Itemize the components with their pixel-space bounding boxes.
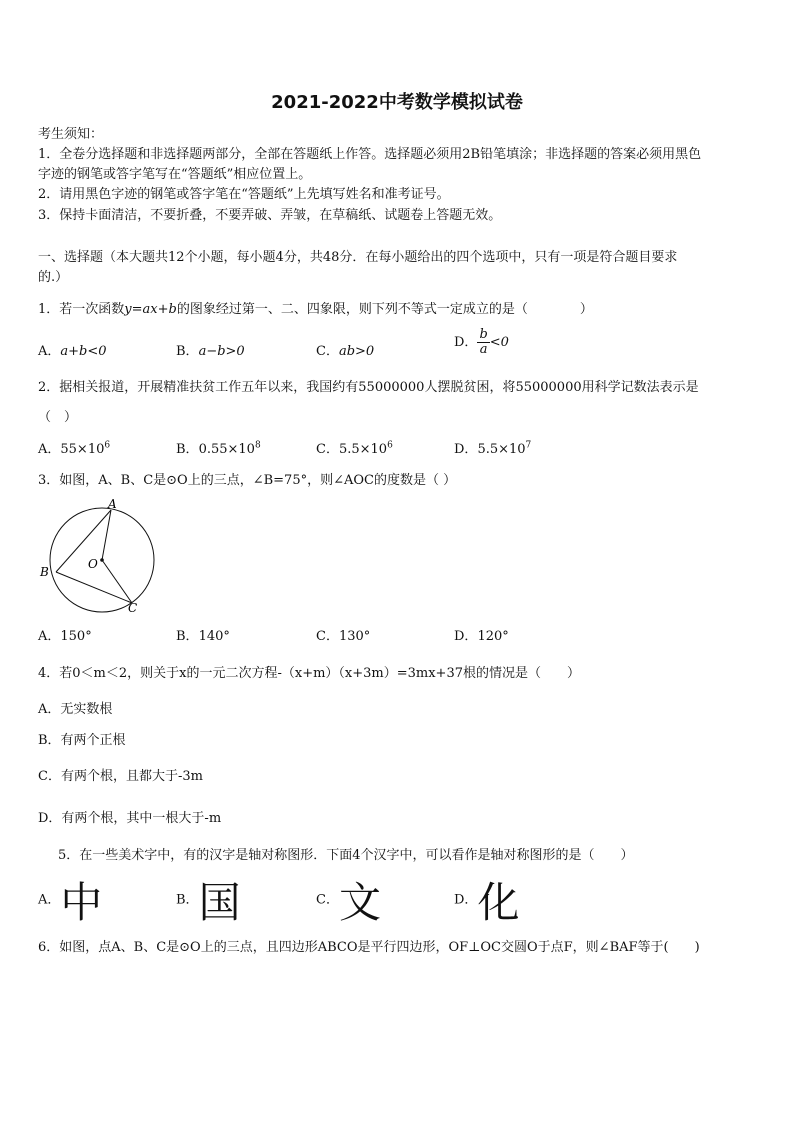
option-letter: D．	[454, 629, 478, 644]
option-base: 0.55×10	[198, 442, 255, 457]
fraction-denominator: a	[479, 342, 488, 357]
option-letter: A．	[38, 442, 61, 457]
segment-ba	[56, 510, 111, 572]
section-heading: 一、选择题（本大题共12个小题，每小题4分，共48分．在每小题给出的四个选项中，只有一项是符合题目要求	[38, 250, 678, 265]
question-4: 4．若0＜m＜2，则关于x的一元二次方程-（x+m）（x+3m）=3mx+37根的情况是（ ）	[38, 666, 580, 681]
option-expr: <0	[489, 335, 509, 350]
center-dot	[100, 558, 104, 562]
option-character: 文	[338, 878, 381, 927]
option-expr: a+b<0	[60, 344, 107, 359]
question-1	[38, 298, 593, 317]
q5-option-d[interactable]	[454, 870, 519, 930]
option-letter: B．	[176, 892, 199, 908]
q2-option-c[interactable]	[316, 438, 393, 457]
q1-option-b[interactable]	[176, 340, 245, 359]
circle-figure	[36, 494, 160, 618]
notice-line: 2．请用黑色字迹的钢笔或答字笔在“答题纸”上先填写姓名和准考证号。	[38, 187, 450, 202]
notice-line: 字迹的钢笔或答字笔写在“答题纸”相应位置上。	[38, 167, 312, 182]
q4-option-a[interactable]: A．无实数根	[38, 702, 113, 717]
option-text: 140°	[198, 629, 230, 644]
q2-option-a[interactable]	[38, 438, 110, 457]
q1-option-d[interactable]	[454, 328, 509, 357]
q4-option-c[interactable]: C．有两个根，且都大于-3m	[38, 769, 203, 784]
section-heading-cont: 的.）	[38, 270, 69, 285]
q4-option-b[interactable]: B．有两个正根	[38, 733, 126, 748]
question-6: 6．如图，点A、B、C是⊙O上的三点，且四边形ABCO是平行四边形，OF⊥OC交圆O于点F，则∠BAF等于( )	[38, 940, 700, 955]
option-text: 150°	[60, 629, 92, 644]
option-base: 55×10	[60, 442, 105, 457]
option-exponent: 6	[104, 440, 111, 451]
option-letter: C．	[316, 629, 339, 644]
q2-option-d[interactable]	[454, 438, 531, 457]
option-letter: D．	[454, 442, 478, 457]
notice-heading: 考生须知：	[38, 127, 104, 142]
segment-oa	[102, 510, 111, 560]
notice-line: 3．保持卡面清洁，不要折叠，不要弄破、弄皱，在草稿纸、试题卷上答题无效。	[38, 208, 502, 223]
option-letter: A．	[38, 892, 61, 908]
label-c: C	[128, 601, 138, 615]
option-expr: ab>0	[338, 344, 375, 359]
question-1-function: y=ax+b	[124, 302, 177, 317]
option-exponent: 7	[525, 440, 532, 451]
option-letter: A．	[38, 344, 61, 359]
option-expr: a−b>0	[198, 344, 245, 359]
option-letter: D．	[454, 335, 478, 350]
option-exponent: 6	[387, 440, 393, 451]
option-letter: B．	[176, 442, 199, 457]
q2-option-b[interactable]	[176, 438, 261, 457]
page-title: 2021-2022中考数学模拟试卷	[271, 92, 523, 113]
option-base: 5.5×10	[477, 442, 526, 457]
question-5: 5．在一些美术字中，有的汉字是轴对称图形．下面4个汉字中，可以看作是轴对称图形的是（ ）	[58, 848, 634, 863]
option-base: 5.5×10	[338, 442, 388, 457]
option-letter: D．	[454, 892, 478, 908]
option-text: 130°	[338, 629, 371, 644]
question-3: 3．如图，A、B、C是⊙O上的三点，∠B=75°，则∠AOC的度数是（ ）	[38, 473, 457, 488]
option-character: 化	[477, 878, 520, 927]
option-letter: B．	[176, 629, 199, 644]
option-letter: A．	[38, 629, 61, 644]
q3-option-b[interactable]	[176, 625, 230, 644]
q3-option-c[interactable]	[316, 625, 370, 644]
option-letter: C．	[316, 892, 339, 908]
option-letter: B．	[176, 344, 199, 359]
option-text: 120°	[477, 629, 509, 644]
option-exponent: 8	[254, 440, 261, 451]
fraction-numerator: b	[479, 327, 488, 342]
q3-option-a[interactable]	[38, 625, 92, 644]
q5-option-a[interactable]	[38, 870, 102, 930]
q5-option-c[interactable]	[316, 870, 381, 930]
fraction	[477, 328, 489, 357]
option-character: 中	[60, 878, 103, 927]
option-letter: C．	[316, 442, 339, 457]
q3-option-d[interactable]	[454, 625, 509, 644]
option-letter: C．	[316, 344, 339, 359]
question-1-suffix: 的图象经过第一、二、四象限，则下列不等式一定成立的是（ ）	[176, 302, 593, 317]
question-2-cont: （ ）	[38, 410, 78, 425]
option-character: 国	[198, 878, 241, 927]
q5-option-b[interactable]	[176, 870, 241, 930]
label-b: B	[40, 565, 49, 579]
q4-option-d[interactable]: D．有两个根，其中一根大于-m	[38, 811, 222, 826]
question-2: 2．据相关报道，开展精准扶贫工作五年以来，我国约有55000000人摆脱贫困，将55000000用科学记数法表示是	[38, 380, 699, 395]
notice-line: 1．全卷分选择题和非选择题两部分，全部在答题纸上作答。选择题必须用2B铅笔填涂；非选择题的答案必须用黑色	[38, 147, 702, 162]
q1-option-c[interactable]	[316, 340, 374, 359]
label-o: O	[88, 557, 98, 571]
q1-option-a[interactable]	[38, 340, 107, 359]
question-1-prefix: 1．若一次函数	[38, 302, 125, 317]
label-a: A	[108, 497, 117, 511]
